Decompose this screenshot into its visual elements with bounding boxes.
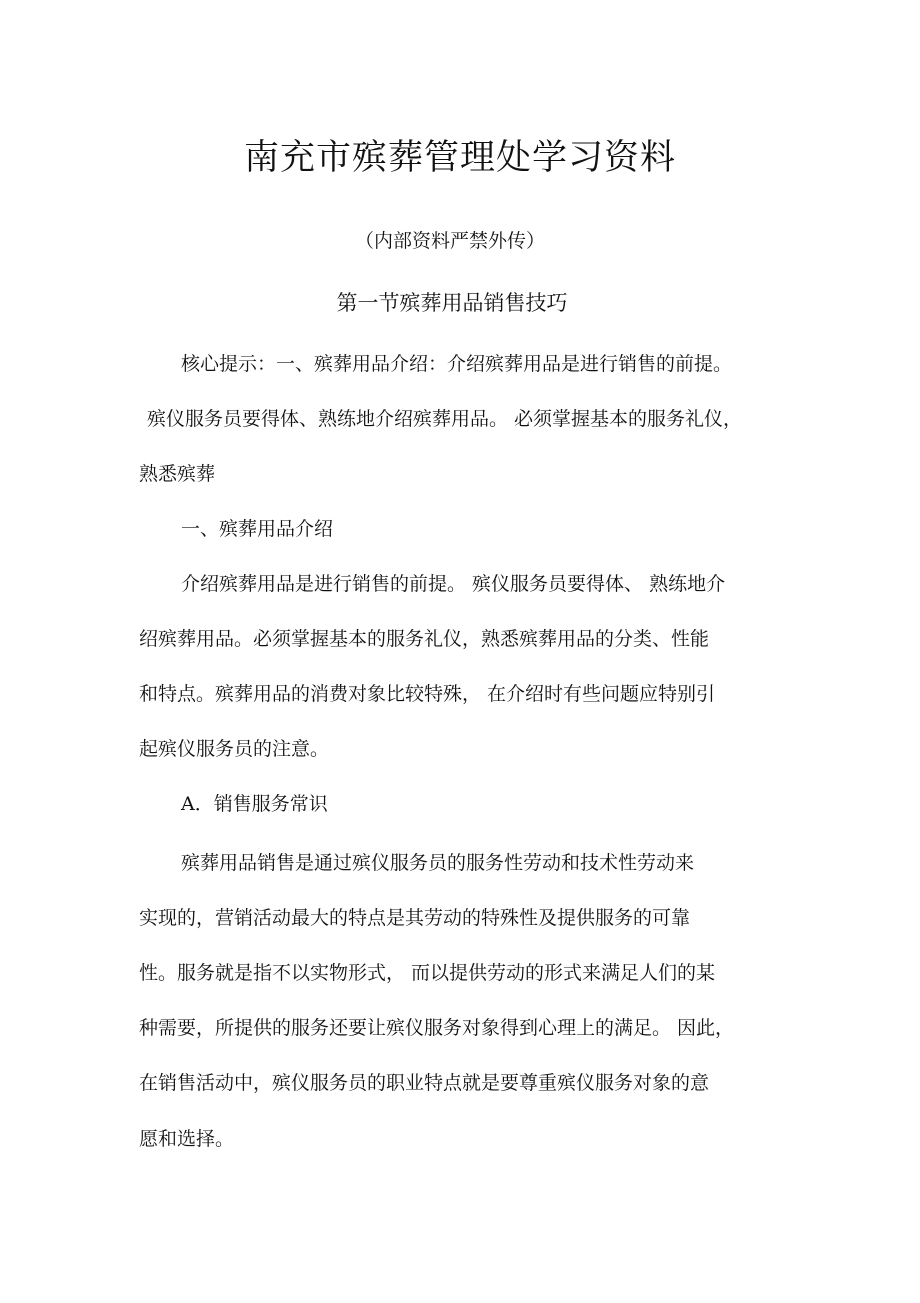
paragraph-2-line-2: 实现的，营销活动最大的特点是其劳动的特殊性及提供服务的可靠 [139,907,691,929]
paragraph-2-line-4: 种需要，所提供的服务还要让殡仪服务对象得到心理上的满足。 因此， [139,1017,735,1039]
paragraph-1-line-3: 和特点。殡葬用品的消费对象比较特殊， 在介绍时有些问题应特别引 [139,683,716,705]
core-tip-line-2: 殡仪服务员要得体、熟练地介绍殡葬用品。 必须掌握基本的服务礼仪， [147,408,743,430]
section-title: 第一节殡葬用品销售技巧 [336,291,568,315]
paragraph-1-line-2: 绍殡葬用品。必须掌握基本的服务礼仪，熟悉殡葬用品的分类、性能 [139,628,710,650]
document-title: 南充市殡葬管理处学习资料 [243,138,676,178]
paragraph-2-line-6: 愿和选择。 [139,1128,235,1150]
paragraph-2-line-3: 性。服务就是指不以实物形式， 而以提供劳动的形式来满足人们的某 [139,962,716,984]
core-tip-line-1: 核心提示：一、殡葬用品介绍：介绍殡葬用品是进行销售的前提。 [181,353,733,375]
heading-products-intro: 一、殡葬用品介绍 [181,518,334,540]
core-tip-line-3: 熟悉殡葬 [139,463,216,485]
paragraph-2-line-5: 在销售活动中，殡仪服务员的职业特点就是要尊重殡仪服务对象的意 [139,1072,710,1094]
paragraph-1-line-4: 起殡仪服务员的注意。 [139,738,330,760]
paragraph-2-line-1: 殡葬用品销售是通过殡仪服务员的服务性劳动和技术性劳动来 [181,852,695,874]
paragraph-1-line-1: 介绍殡葬用品是进行销售的前提。 殡仪服务员要得体、 熟练地介 [181,573,726,595]
heading-sales-knowledge: A．销售服务常识 [181,793,328,815]
document-subtitle: （内部资料严禁外传） [354,230,545,252]
